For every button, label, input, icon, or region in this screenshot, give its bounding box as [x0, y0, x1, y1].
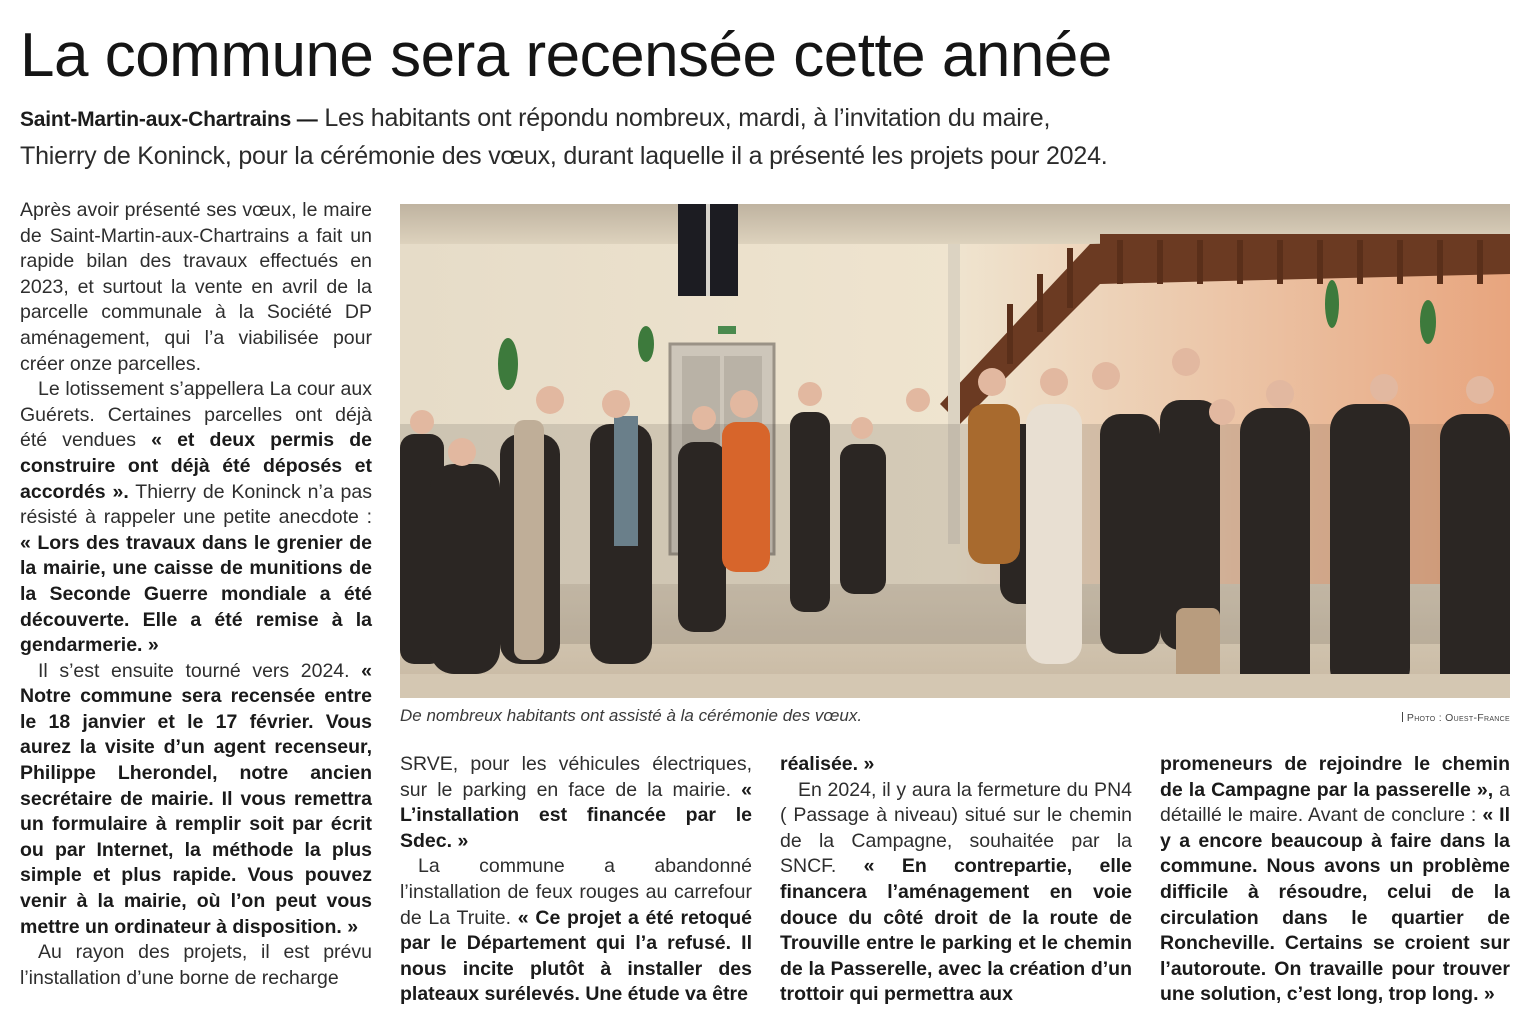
paragraph-3-text: Il s’est ensuite tourné vers 2024.	[38, 659, 362, 682]
paragraph-2-text-b: Thierry de Koninck n’a pas résisté à rappeler une petite anecdote :	[20, 480, 372, 529]
quote-anecdote: « Lors des travaux dans le grenier de la mairie, une caisse de munitions de la Seconde Guerre mondiale a été découverte. Elle a été remise à la gendarmerie. »	[20, 531, 372, 657]
paragraph-6-text-b: a détaillé le maire. Avant de conclure :	[1160, 778, 1510, 827]
photo-credit-text: Photo : Ouest-France	[1406, 712, 1510, 724]
quote-walkers: promeneurs de rejoindre le chemin de la Campagne par la passerelle »,	[1160, 753, 1510, 801]
paragraph-4-text-b: SRVE, pour les véhicules électriques, sur le parking en face de la mairie.	[400, 753, 752, 801]
quote-study-end: réalisée. »	[780, 753, 875, 775]
quote-conclusion: « Il y a encore beaucoup à faire dans la commune. Nous avons un problème difficile à résoudre, celui de la circulation dans le quartier de Roncheville. Certains se croient sur l’autoroute. On travaille pour trouver une solution, c’est long, trop long. »	[1160, 804, 1510, 1006]
credit-rule	[1402, 712, 1403, 722]
body-column-2	[400, 752, 752, 1008]
paragraph-2	[20, 377, 372, 659]
paragraph-5-continued	[780, 752, 1132, 778]
body-column-1	[20, 198, 372, 991]
paragraph-5-text: La commune a abandonné l’installation de feux rouges au carrefour de La Truite.	[400, 855, 752, 929]
photo-caption: De nombreux habitants ont assisté à la cérémonie des vœux.	[400, 706, 863, 725]
quote-census: « Notre commune sera recensée entre le 18 janvier et le 17 février. Vous aurez la visite d’un agent recenseur, Philippe Lherondel, notre ancien secrétaire de mairie. Il vous remettra un formulaire à remplir soit par écrit ou par Internet, la méthode la plus simple et plus rapide. Vous pouvez venir à la mairie, où l’on peut vous mettre un ordinateur à disposition. »	[20, 659, 372, 938]
paragraph-6	[780, 778, 1132, 1008]
paragraph-5	[400, 854, 752, 1008]
standfirst	[20, 100, 1510, 174]
headline: La commune sera recensée cette année	[20, 21, 1112, 90]
paragraph-3	[20, 659, 372, 941]
article-photo	[400, 204, 1510, 698]
paragraph-1: Après avoir présenté ses vœux, le maire de Saint-Martin-aux-Chartrains a fait un rapide bilan des travaux effectués en 2023, et surtout la vente en avril de la parcelle communale à la Société DP aménagement, qui l’a viabilisée pour créer onze parcelles.	[20, 199, 372, 375]
photo-credit	[1402, 712, 1510, 724]
paragraph-6-continued	[1160, 752, 1510, 1008]
standfirst-text-1: Les habitants ont répondu nombreux, mardi, à l’invitation du maire,	[324, 104, 1051, 132]
dateline-place: Saint-Martin-aux-Chartrains —	[20, 108, 318, 131]
paragraph-6-text: En 2024, il y aura la fermeture du PN4 ( Passage à niveau) situé sur le chemin de la Campagne, souhaitée par la SNCF.	[780, 778, 1132, 878]
paragraph-4: Au rayon des projets, il est prévu l’installation d’une borne de recharge	[20, 941, 372, 989]
quote-traffic-lights: « Ce projet a été retoqué par le Département qui l’a refusé. Il nous incite plutôt à installer des plateaux surélevés. Une étude va être	[400, 906, 752, 1006]
paragraph-4-continued	[400, 752, 752, 854]
paragraph-2-text-a: Le lotissement s’appellera La cour aux Guérets. Certaines parcelles ont déjà été vendues	[20, 378, 372, 452]
standfirst-line-1	[20, 100, 1510, 138]
ceremony-photo	[400, 204, 1510, 698]
quote-sdec: « L’installation est financée par le Sdec. »	[400, 778, 752, 852]
body-column-4	[1160, 752, 1510, 1008]
body-column-3	[780, 752, 1132, 1008]
quote-permits: « et deux permis de construire ont déjà été déposés et accordés ».	[20, 429, 372, 503]
standfirst-line-2: Thierry de Koninck, pour la cérémonie des vœux, durant laquelle il a présenté les projets pour 2024.	[20, 142, 1108, 170]
quote-counterpart: « En contrepartie, elle financera l’aménagement en voie douce du côté droit de la route de Trouville entre le parking et le chemin de la Passerelle, avec la création d’un trottoir qui permettra aux	[780, 855, 1132, 1006]
